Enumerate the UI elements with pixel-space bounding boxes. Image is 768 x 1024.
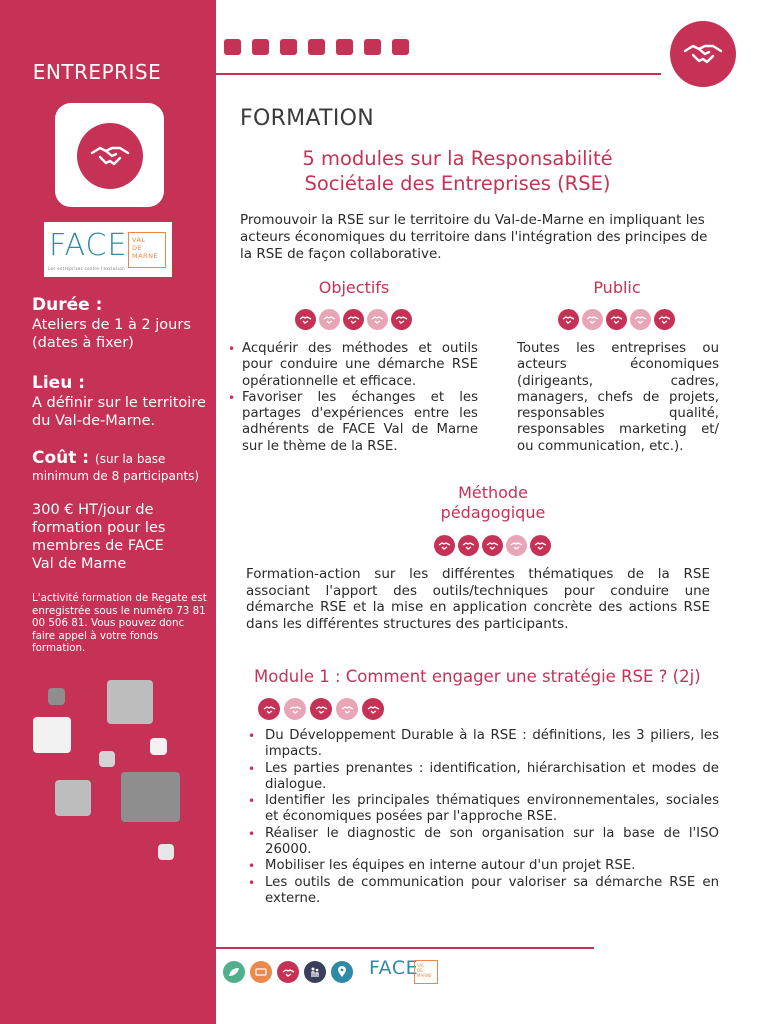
handshake-icon	[530, 535, 551, 556]
footer-logo-brand: FACE	[369, 957, 419, 979]
handshake-icon	[258, 698, 280, 720]
dot	[364, 39, 381, 55]
handshake-icon	[558, 309, 579, 330]
face-logo-tagline: Les entreprises contre l'exclusion	[48, 266, 125, 271]
module1-title: Module 1 : Comment engager une stratégie RSE ? (2j)	[254, 667, 701, 686]
decor-square	[99, 751, 115, 767]
module1-list	[246, 728, 719, 907]
methode-heading: Méthode pédagogique	[440, 483, 546, 522]
handshake-icon	[343, 309, 364, 330]
handshake-icon	[77, 123, 143, 189]
handshake-icon	[295, 309, 316, 330]
list-item: • Les parties prenantes : identification, hiérarchisation et modes de dialogue.	[246, 761, 719, 794]
lieu-label: Lieu :	[32, 373, 86, 393]
top-dots	[224, 39, 409, 55]
public-text: Toutes les entreprises ou acteurs économiques (dirigeants, cadres, managers, chefs de projets, responsables qualité, responsables marketing et/ ou communication, etc.).	[517, 341, 719, 454]
handshake-icon	[336, 698, 358, 720]
leaf-icon	[223, 961, 245, 983]
cout-label: Coût : (sur la base	[32, 448, 166, 468]
dot	[336, 39, 353, 55]
decor-square	[121, 772, 180, 822]
module1-icons	[258, 698, 384, 720]
sidebar	[0, 0, 216, 1024]
lieu-value: A définir sur le territoire du Val-de-Marne.	[32, 395, 206, 429]
objectifs-heading: Objectifs	[318, 278, 390, 297]
decor-square	[48, 688, 65, 705]
dot	[392, 39, 409, 55]
list-item: • Du Développement Durable à la RSE : définitions, les 3 piliers, les impacts.	[246, 728, 719, 761]
dot	[308, 39, 325, 55]
price-text: 300 € HT/jour de formation pour les membres de FACE Val de Marne	[32, 502, 166, 572]
location-icon	[331, 961, 353, 983]
page-title: FORMATION	[240, 106, 374, 131]
face-logo-sub: VAL DE MARNE	[128, 232, 166, 268]
handshake-icon	[482, 535, 503, 556]
handshake-icon	[606, 309, 627, 330]
intro-paragraph: Promouvoir la RSE sur le territoire du Val-de-Marne en impliquant les acteurs économiques du territoire dans l'intégration des principes de la RSE de façon collaborative.	[240, 212, 708, 262]
handshake-icon	[458, 535, 479, 556]
decor-square	[33, 717, 71, 753]
list-item: • Les outils de communication pour valoriser sa démarche RSE en externe.	[246, 875, 719, 908]
top-divider	[216, 73, 661, 75]
handshake-icon	[284, 698, 306, 720]
family-icon	[304, 961, 326, 983]
decor-square	[107, 680, 153, 724]
handshake-icon	[367, 309, 388, 330]
dot	[280, 39, 297, 55]
list-item: • Mobiliser les équipes en interne autour d'un projet RSE.	[246, 858, 719, 874]
page-subtitle: 5 modules sur la Responsabilité Sociétale des Entreprises (RSE)	[302, 147, 613, 195]
decor-square	[158, 844, 174, 860]
objectifs-icons	[295, 309, 412, 330]
handshake-icon	[670, 21, 736, 87]
footer-icons	[223, 961, 353, 983]
face-logo-brand: FACE	[49, 228, 128, 263]
handshake-icon	[391, 309, 412, 330]
public-icons	[558, 309, 675, 330]
handshake-icon	[630, 309, 651, 330]
bottom-divider	[216, 947, 594, 949]
footer-logo-sub: VAL DE MARNE	[414, 960, 438, 984]
list-item: • Favoriser les échanges et les partages d'expériences entre les adhérents de FACE Val de Marne sur le thème de la RSE.	[228, 390, 478, 455]
objectifs-list	[228, 341, 478, 455]
footer-face-logo	[369, 957, 441, 987]
list-item: • Acquérir des méthodes et outils pour conduire une démarche RSE opérationnelle et efficace.	[228, 341, 478, 390]
duree-value: Ateliers de 1 à 2 jours (dates à fixer)	[32, 317, 191, 351]
handshake-icon	[582, 309, 603, 330]
handshake-icon	[506, 535, 527, 556]
handshake-icon	[654, 309, 675, 330]
public-heading: Public	[593, 278, 641, 297]
handshake-icon	[434, 535, 455, 556]
methode-text: Formation-action sur les différentes thématiques de la RSE associant l'apport des outils/techniques pour conduire une démarche RSE et la mise en application concrète des actions RSE dans les différentes structures des participants.	[246, 566, 710, 632]
cout-note: minimum de 8 participants)	[32, 469, 200, 483]
list-item: • Identifier les principales thématiques environnementales, sociales et économiques posées par l'approche RSE.	[246, 793, 719, 826]
handshake-icon	[319, 309, 340, 330]
sidebar-heading: ENTREPRISE	[32, 60, 162, 84]
methode-icons	[434, 535, 551, 556]
handshake-icon	[362, 698, 384, 720]
dot	[252, 39, 269, 55]
decor-square	[55, 780, 91, 816]
face-logo	[44, 222, 172, 277]
list-item: • Réaliser le diagnostic de son organisation sur la base de l'ISO 26000.	[246, 826, 719, 859]
handshake-icon	[310, 698, 332, 720]
people-icon	[250, 961, 272, 983]
handshake-icon	[277, 961, 299, 983]
dot	[224, 39, 241, 55]
decor-square	[150, 738, 167, 755]
formation-note: L'activité formation de Regate est enregistrée sous le numéro 73 81 00 506 81. Vous pouvez donc faire appel à votre fonds formation.	[32, 592, 207, 655]
app-tile	[55, 103, 164, 207]
duree-label: Durée :	[32, 295, 103, 315]
